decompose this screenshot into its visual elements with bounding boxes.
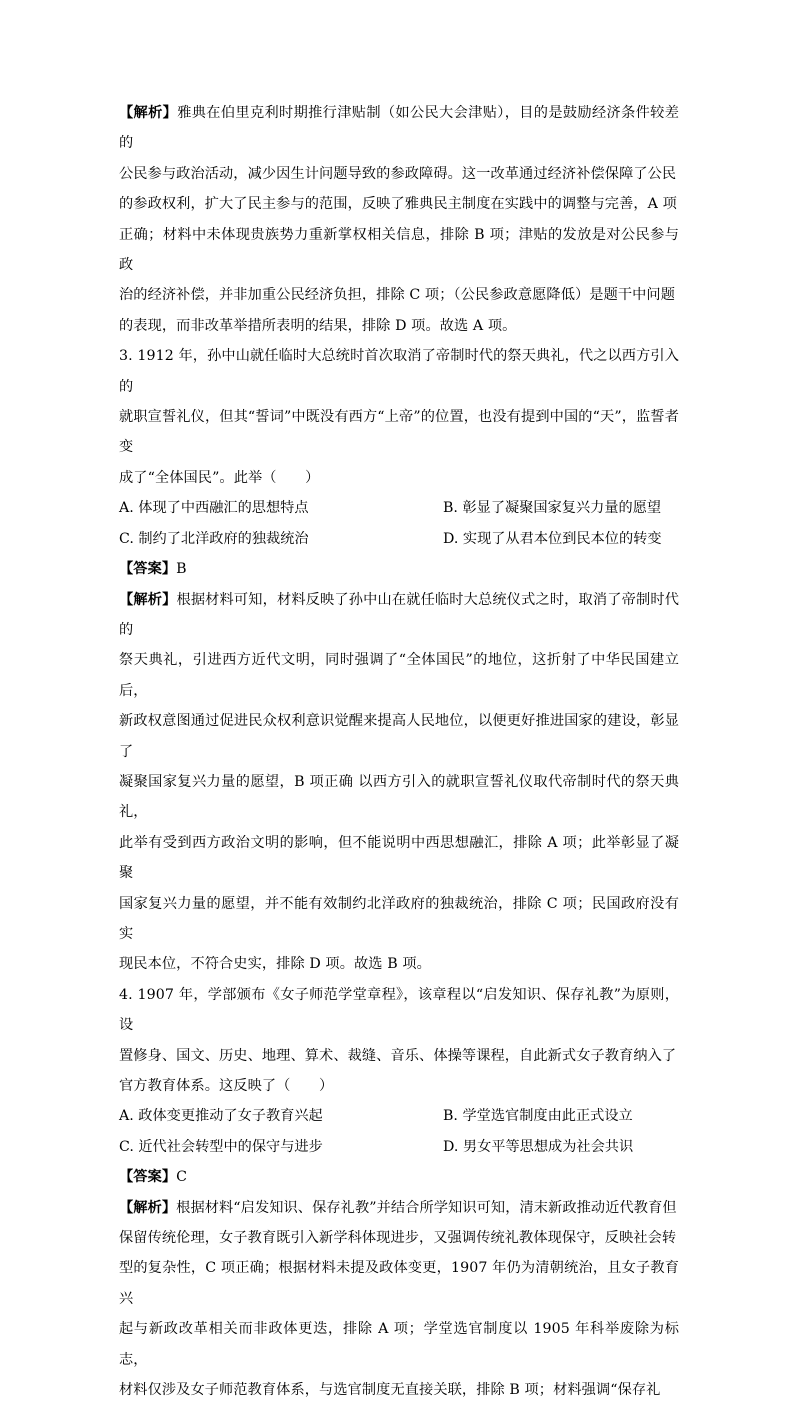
- question-stem-line: 4. 1907 年，学部颁布《女子师范学堂章程》，该章程以“启发知识、保存礼教”为原则，设: [119, 986, 679, 1034]
- option-d: D. 实现了从君本位到民本位的转变: [443, 530, 662, 547]
- analysis-line: 【解析】根据材料“启发知识、保存礼教”并结合所学知识可知，清末新政推动近代教育但: [119, 1199, 677, 1216]
- analysis-block: [119, 1193, 679, 1405]
- analysis-line: 凝聚国家复兴力量的愿望，B 项正确 以西方引入的就职宣誓礼仪取代帝制时代的祭天典礼，: [119, 773, 679, 821]
- answer-value: C: [176, 1169, 188, 1186]
- document-page: [119, 98, 679, 1405]
- analysis-line: 治的经济补偿，并非加重公民经济负担，排除 C 项；（公民参政意愿降低）是题干中问题: [119, 287, 676, 304]
- analysis-line: 的参政权利，扩大了民主参与的范围，反映了雅典民主制度在实践中的调整与完善，A 项: [119, 196, 677, 213]
- option-b: B. 学堂选官制度由此正式设立: [443, 1108, 633, 1125]
- option-d: D. 男女平等思想成为社会共识: [443, 1138, 634, 1155]
- analysis-line: 的表现，而非改革举措所表明的结果，排除 D 项。故选 A 项。: [119, 317, 517, 334]
- analysis-line: 新政权意图通过促进民众权利意识觉醒来提高人民地位，以便更好推进国家的建设，彰显了: [119, 713, 679, 760]
- question-options: [119, 493, 679, 554]
- question-3: [119, 341, 679, 554]
- analysis-line: 公民参与政治活动，减少因生计问题导致的参政障碍。这一改革通过经济补偿保障了公民: [119, 165, 677, 182]
- option-c: C. 近代社会转型中的保守与进步: [119, 1138, 323, 1155]
- question-stem-line: 置修身、国文、历史、地理、算术、裁缝、音乐、体操等课程，自此新式女子教育纳入了: [119, 1047, 677, 1064]
- question-4: [119, 980, 679, 1162]
- analysis-line: 祭天典礼，引进西方近代文明，同时强调了“全体国民”的地位，这折射了中华民国建立后，: [119, 652, 679, 699]
- analysis-tag: 【解析】: [119, 591, 177, 608]
- analysis-line: 材料仅涉及女子师范教育体系，与选官制度无直接关联，排除 B 项；材料强调“保存礼: [119, 1382, 661, 1399]
- analysis-line: 型的复杂性，C 项正确；根据材料未提及政体变更，1907 年仍为清朝统治，且女子教育兴: [119, 1260, 679, 1307]
- analysis-line: 国家复兴力量的愿望，并不能有效制约北洋政府的独裁统治，排除 C 项；民国政府没有实: [119, 895, 679, 942]
- analysis-line: 起与新政改革相关而非政体更迭，排除 A 项；学堂选官制度以 1905 年科举废除为标志，: [119, 1321, 679, 1368]
- answer-tag: 【答案】: [119, 561, 177, 578]
- option-a: A. 体现了中西融汇的思想特点: [119, 500, 309, 517]
- analysis-tag: 【解析】: [119, 1199, 177, 1216]
- analysis-block: [119, 585, 679, 980]
- answer-tag: 【答案】: [119, 1169, 177, 1186]
- option-c: C. 制约了北洋政府的独裁统治: [119, 530, 309, 547]
- analysis-block: [119, 98, 679, 341]
- analysis-tag: 【解析】: [119, 105, 178, 121]
- answer-value: B: [176, 561, 187, 578]
- answer-line: [119, 1162, 679, 1192]
- question-stem-line: 就职宣誓礼仪，但其“誓词”中既没有西方“上帝”的位置，也没有提到中国的“天”，监誓者变: [119, 409, 679, 456]
- analysis-line: 正确；材料中未体现贵族势力重新掌权相关信息，排除 B 项；津贴的发放是对公民参与政: [119, 226, 679, 274]
- option-b: B. 彰显了凝聚国家复兴力量的愿望: [443, 500, 662, 517]
- question-stem-line: 3. 1912 年，孙中山就任临时大总统时首次取消了帝制时代的祭天典礼，代之以西方引入的: [119, 348, 679, 395]
- analysis-line: 【解析】根据材料可知，材料反映了孙中山在就任临时大总统仪式之时，取消了帝制时代的: [119, 591, 679, 638]
- question-options: [119, 1101, 679, 1162]
- analysis-line: 此举有受到西方政治文明的影响，但不能说明中西思想融汇，排除 A 项；此举彰显了凝聚: [119, 834, 679, 882]
- analysis-line: 现民本位，不符合史实，排除 D 项。故选 B 项。: [119, 956, 431, 973]
- analysis-line: 【解析】雅典在伯里克利时期推行津贴制（如公民大会津贴），目的是鼓励经济条件较差的: [119, 105, 680, 152]
- analysis-line: 保留传统伦理，女子教育既引入新学科体现进步，又强调传统礼教体现保守，反映社会转: [119, 1230, 677, 1247]
- option-a: A. 政体变更推动了女子教育兴起: [119, 1108, 323, 1125]
- answer-line: [119, 554, 679, 584]
- question-stem-line: 成了“全体国民”。此举（ ）: [119, 469, 320, 486]
- question-stem-line: 官方教育体系。这反映了（ ）: [119, 1078, 334, 1094]
